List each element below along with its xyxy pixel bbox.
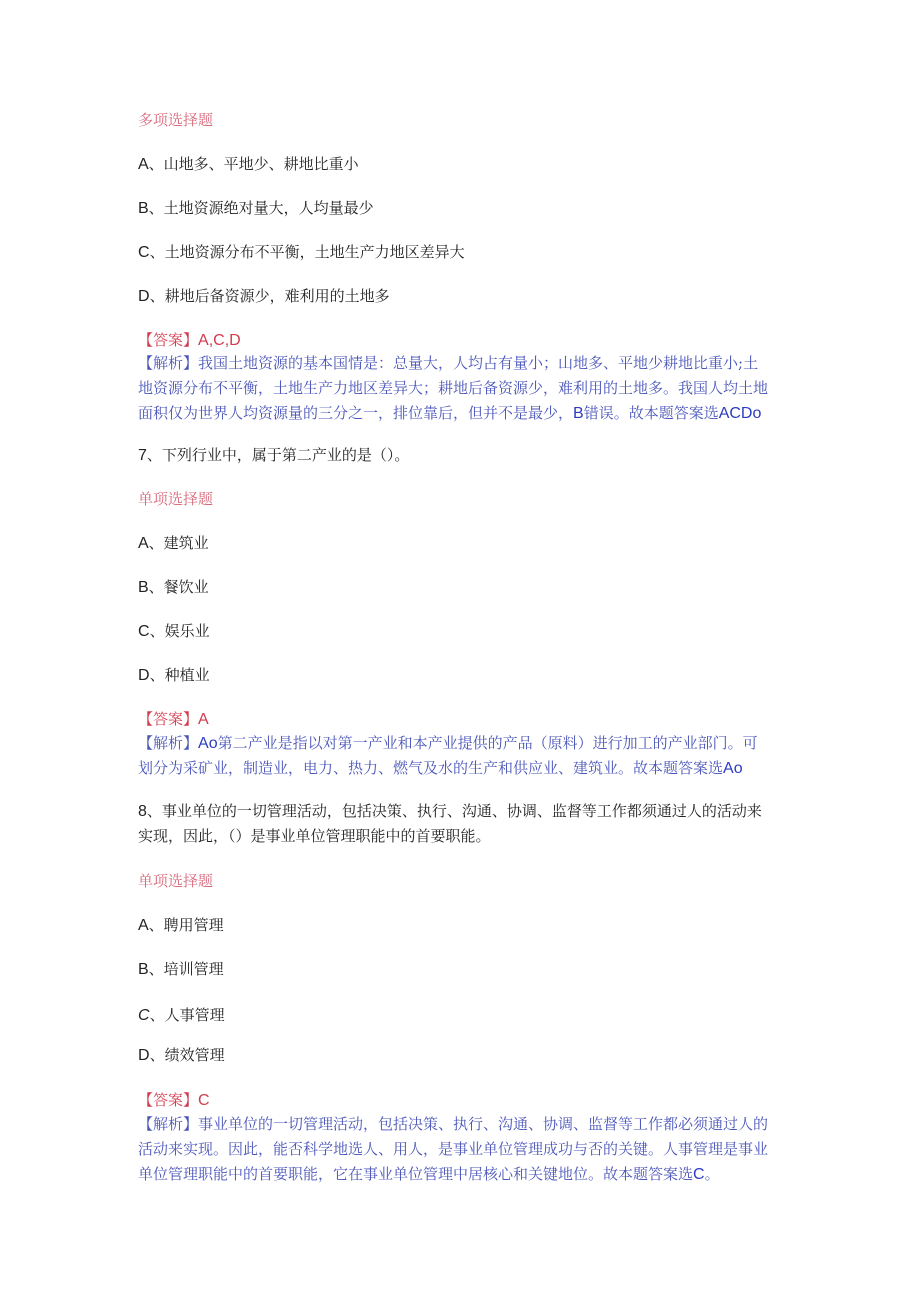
option-text: 、土地资源分布不平衡，土地生产力地区差异大 xyxy=(149,243,465,261)
explanation-text: 事业单位的一切管理活动，包括决策、执行、沟通、协调、监督等工作都必须通过人的 xyxy=(198,1115,769,1133)
answer-value: C xyxy=(198,1092,210,1109)
option-letter: C xyxy=(138,244,150,261)
option-text: 、建筑业 xyxy=(148,534,209,552)
answer-label: 【答案】 xyxy=(138,710,199,728)
explanation-text: 错误。故本题答案选 xyxy=(583,404,719,422)
question-text: 、事业单位的一切管理活动，包括决策、执行、沟通、协调、监督等工作都须通过人的活动来 xyxy=(146,802,762,820)
option-b[interactable] xyxy=(138,196,798,221)
explanation-line xyxy=(138,351,798,375)
explanation-option-ref: B xyxy=(573,405,584,422)
explanation-answer: Ao xyxy=(723,760,743,777)
option-d[interactable] xyxy=(138,1043,798,1068)
answer-line xyxy=(138,707,798,732)
option-letter: B xyxy=(138,200,149,217)
explanation-line xyxy=(138,756,798,781)
option-letter: A xyxy=(138,535,149,552)
option-text: 、餐饮业 xyxy=(148,578,209,596)
option-letter: C xyxy=(138,623,150,640)
explanation-label: 【解析】 xyxy=(138,734,199,752)
explanation-text: 我国土地资源的基本国情是：总量大，人均占有量小；山地多、平地少耕地比重小;土 xyxy=(198,354,759,372)
option-b[interactable] xyxy=(138,575,798,600)
option-a[interactable] xyxy=(138,913,798,938)
option-a[interactable] xyxy=(138,152,798,177)
explanation-line: 活动来实现。因此，能否科学地选人、用人，是事业单位管理成功与否的关键。人事管理是事业 xyxy=(138,1140,769,1158)
option-c[interactable] xyxy=(138,619,798,644)
answer-value: A xyxy=(198,711,209,728)
question-type-tag: 单项选择题 xyxy=(138,490,214,508)
option-text: 、山地多、平地少、耕地比重小 xyxy=(148,155,359,173)
explanation-text: 单位管理职能中的首要职能，它在事业单位管理中居核心和关键地位。故本题答案选 xyxy=(138,1165,694,1183)
option-text: 、娱乐业 xyxy=(149,622,210,640)
option-letter: B xyxy=(138,579,149,596)
explanation-line: 地资源分布不平衡，土地生产力地区差异大；耕地后备资源少，难利用的土地多。我国人均土地 xyxy=(138,379,769,397)
option-text: 、培训管理 xyxy=(148,960,224,978)
option-letter: A xyxy=(138,917,149,934)
explanation-punct: 。 xyxy=(704,1165,720,1183)
option-c[interactable] xyxy=(138,240,798,265)
option-d[interactable] xyxy=(138,284,798,309)
answer-label: 【答案】 xyxy=(138,331,199,349)
explanation-line xyxy=(138,731,798,756)
answer-line xyxy=(138,1088,798,1113)
option-letter: B xyxy=(138,961,149,978)
explanation-label: 【解析】 xyxy=(138,1115,199,1133)
option-letter: D xyxy=(138,288,150,305)
explanation-answer: ACDo xyxy=(718,405,762,422)
option-letter: D xyxy=(138,1047,150,1064)
question-type-tag: 单项选择题 xyxy=(138,872,214,890)
question-number: 8 xyxy=(138,803,147,820)
question-stem-continued: 实现，因此，（）是事业单位管理职能中的首要职能。 xyxy=(138,827,491,845)
explanation-answer: C xyxy=(693,1166,705,1183)
explanation-text: 面积仅为世界人均资源量的三分之一，排位靠后，但并不是最少， xyxy=(138,404,574,422)
option-c[interactable] xyxy=(138,1003,798,1028)
option-text: 、聘用管理 xyxy=(148,916,224,934)
explanation-answer: Ao xyxy=(198,735,218,752)
option-letter: A xyxy=(138,156,149,173)
option-text: 、绩效管理 xyxy=(149,1046,225,1064)
question-type-tag: 多项选择题 xyxy=(138,111,214,129)
explanation-text: 划分为采矿业，制造业，电力、热力、燃气及水的生产和供应业、建筑业。故本题答案选 xyxy=(138,759,724,777)
option-b[interactable] xyxy=(138,957,798,982)
option-d[interactable] xyxy=(138,663,798,688)
question-stem xyxy=(138,799,798,824)
explanation-line xyxy=(138,1112,798,1136)
option-text: 、种植业 xyxy=(149,666,210,684)
explanation-line xyxy=(138,1162,798,1187)
option-a[interactable] xyxy=(138,531,798,556)
option-text: 、土地资源绝对量大，人均量最少 xyxy=(148,199,374,217)
answer-line xyxy=(138,328,798,353)
option-letter: D xyxy=(138,667,150,684)
explanation-line xyxy=(138,401,798,426)
explanation-label: 【解析】 xyxy=(138,354,199,372)
explanation-text: 第二产业是指以对第一产业和本产业提供的产品（原料）进行加工的产业部门。可 xyxy=(217,734,758,752)
option-letter: C xyxy=(138,1007,150,1024)
question-stem xyxy=(138,443,798,468)
question-text: 、下列行业中，属于第二产业的是（）。 xyxy=(146,446,410,464)
question-number: 7 xyxy=(138,447,147,464)
option-text: 、耕地后备资源少，难利用的土地多 xyxy=(149,287,390,305)
answer-label: 【答案】 xyxy=(138,1091,199,1109)
option-text: 、人事管理 xyxy=(149,1006,225,1024)
answer-value: A,C,D xyxy=(198,332,241,349)
